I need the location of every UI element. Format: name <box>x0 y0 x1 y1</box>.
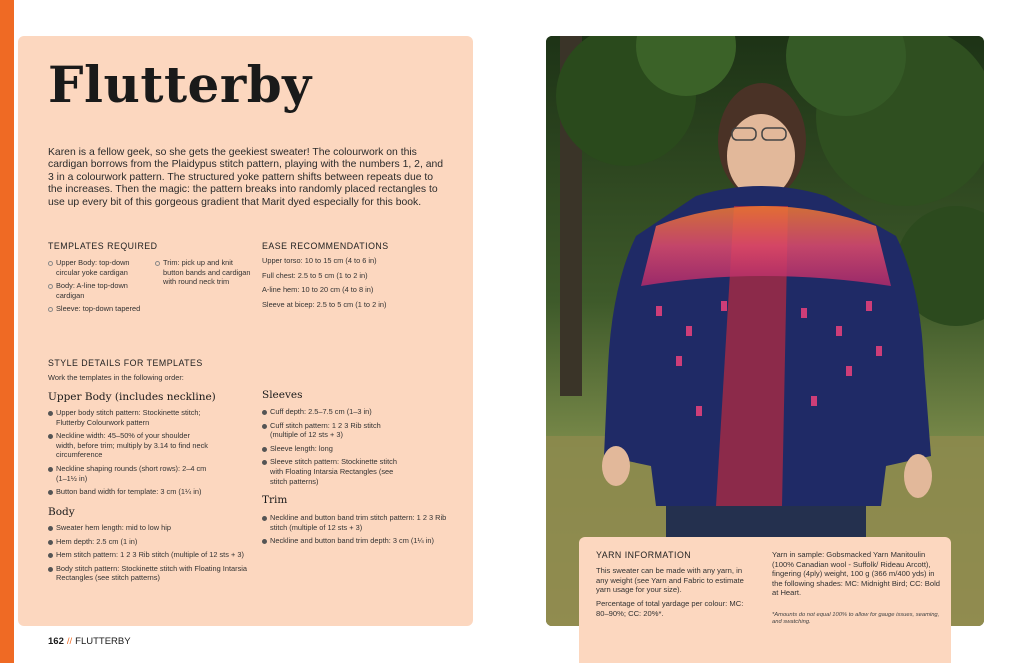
list-item: Hem depth: 2.5 cm (1 in) <box>48 537 248 547</box>
list-item: Neckline and button band trim depth: 3 cm (1¼ in) <box>262 536 447 546</box>
body-heading: Body <box>48 506 75 518</box>
sleeves-list <box>262 407 402 490</box>
list-item: A-line hem: 10 to 20 cm (4 to 8 in) <box>262 285 374 295</box>
orange-edge-strip <box>0 0 14 663</box>
list-item: Button band width for template: 3 cm (1¼ in) <box>48 487 208 497</box>
list-item: Body: A-line top-down cardigan <box>48 281 146 300</box>
trim-heading: Trim <box>262 494 288 506</box>
list-item: Hem stitch pattern: 1 2 3 Rib stitch (multiple of 12 sts + 3) <box>48 550 248 560</box>
list-item: Sweater hem length: mid to low hip <box>48 523 248 533</box>
list-item: Sleeve at bicep: 2.5 to 5 cm (1 to 2 in) <box>262 299 387 309</box>
list-item: Cuff depth: 2.5–7.5 cm (1–3 in) <box>262 407 402 417</box>
list-item: Trim: pick up and knit button bands and cardigan with round neck trim <box>155 258 255 287</box>
upper-body-list <box>48 408 208 501</box>
page-number: 162 <box>48 636 64 647</box>
page-footer <box>48 636 131 647</box>
yarn-footnote: *Amounts do not equal 100% to allow for gauge issues, seaming, and swatching. <box>772 612 940 626</box>
list-item: Upper body stitch pattern: Stockinette stitch; Flutterby Colourwork pattern <box>48 408 208 427</box>
list-item: Sleeve: top-down tapered <box>48 304 146 314</box>
ease-list <box>262 256 462 314</box>
list-item: Neckline width: 45–50% of your shoulder width, before trim; multiply by 3.14 to find neck circumference <box>48 431 208 460</box>
list-item: Upper Body: top-down circular yoke cardigan <box>48 258 146 277</box>
body-list <box>48 523 248 587</box>
list-item: Sleeve length: long <box>262 444 402 454</box>
footer-separator: // <box>66 636 73 647</box>
list-item: Sleeve stitch pattern: Stockinette stitch with Floating Intarsia Rectangles (see stitch patterns) <box>262 457 402 486</box>
list-item: Neckline shaping rounds (short rows): 2–4 cm (1–1½ in) <box>48 464 208 483</box>
list-item: Upper torso: 10 to 15 cm (4 to 6 in) <box>262 256 377 265</box>
yarn-paragraph-3: Yarn in sample: Gobsmacked Yarn Manitoulin (100% Canadian wool - Suffolk/ Rideau Arcott), fingering (4ply) weight, 100 g (366 m/400 yds) in the following shades: MC: Midnight Bird; CC: Bold at Heart. <box>772 550 940 598</box>
list-item: Neckline and button band trim stitch pattern: 1 2 3 Rib stitch (multiple of 12 sts + 3) <box>262 513 447 532</box>
sleeves-heading: Sleeves <box>262 389 303 401</box>
templates-list-col2 <box>155 258 255 291</box>
yarn-heading: YARN INFORMATION <box>596 550 692 560</box>
list-item: Full chest: 2.5 to 5 cm (1 to 2 in) <box>262 270 368 280</box>
trim-list <box>262 513 447 550</box>
style-subtitle: Work the templates in the following order: <box>48 373 184 382</box>
style-heading: STYLE DETAILS FOR TEMPLATES <box>48 358 203 368</box>
yarn-paragraph-2: Percentage of total yardage per colour: MC: 80–90%; CC: 20%*. <box>596 599 744 618</box>
list-item: Body stitch pattern: Stockinette stitch with Floating Intarsia Rectangles (see stitch patterns) <box>48 564 248 583</box>
yarn-paragraph-1: This sweater can be made with any yarn, in any weight (see Yarn and Fabric to estimate yarn usage for your size). <box>596 566 744 595</box>
upper-body-heading: Upper Body (includes neckline) <box>48 391 216 403</box>
intro-paragraph: Karen is a fellow geek, so she gets the geekiest sweater! The colourwork on this cardigan borrows from the Plaidypus stitch pattern, playing with the numbers 1, 2, and 3 in a colourwork pattern. The structured yoke pattern shifts between repeats due to the increases. Then the magic: the pattern breaks into randomly placed rectangles to use up every bit of this gorgeous gradient that Marit dyed especially for this book. <box>48 147 444 208</box>
templates-heading: TEMPLATES REQUIRED <box>48 241 158 251</box>
ease-heading: EASE RECOMMENDATIONS <box>262 241 389 251</box>
list-item: Cuff stitch pattern: 1 2 3 Rib stitch (multiple of 12 sts + 3) <box>262 421 402 440</box>
templates-list <box>48 258 146 318</box>
page-title: Flutterby <box>48 55 312 114</box>
footer-label: FLUTTERBY <box>75 636 131 647</box>
